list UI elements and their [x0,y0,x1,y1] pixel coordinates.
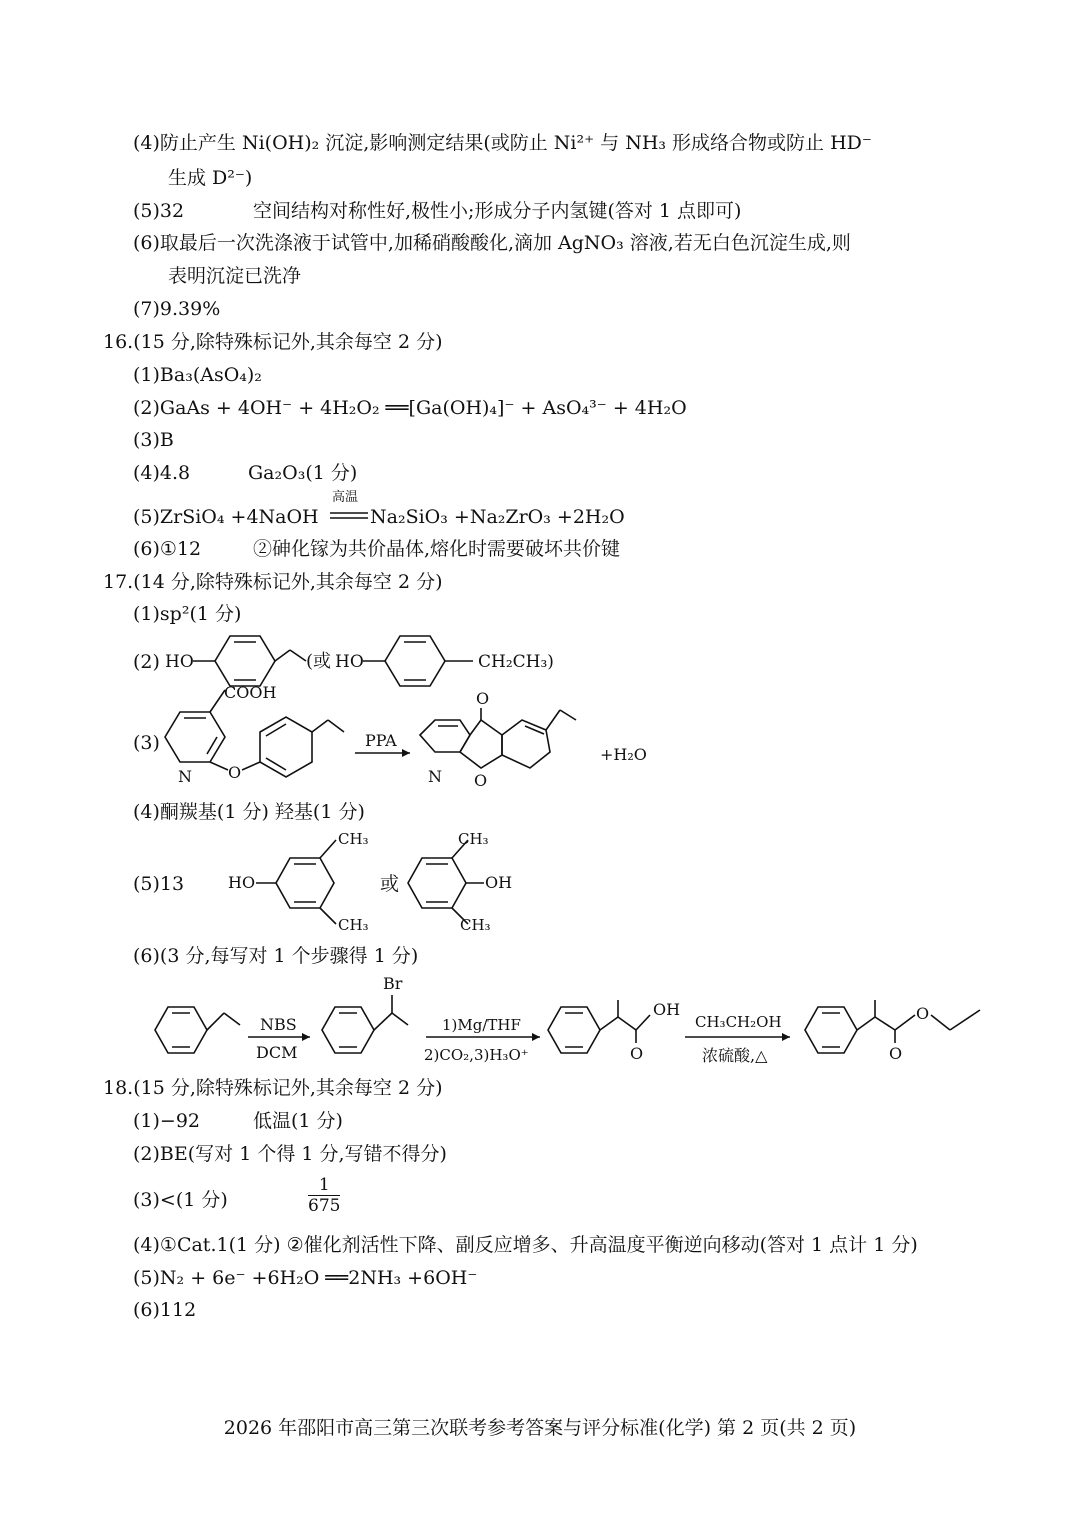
q17-answer-5-number: (5)13 [133,873,185,895]
q17-answer-5-structures [228,828,528,936]
hydroxyl-label-2: HO [335,652,364,672]
q17-answer-1: (1)sp²(1 分) [133,603,242,625]
ester-carbonyl-oxygen: O [889,1044,903,1063]
q16-answer-4-text: Ga₂O₃(1 分) [248,462,358,484]
q17-answer-6-synthesis-route [150,975,990,1070]
q18-answer-6: (6)112 [133,1299,197,1321]
q18-answer-5: (5)N₂ + 6e⁻ +6H₂O ══2NH₃ +6OH⁻ [133,1267,478,1289]
q15-answer-4-line2: 生成 D²⁻) [168,167,253,189]
carboxylation-step: 2)CO₂,3)H₃O⁺ [424,1046,529,1064]
fraction-denominator: 675 [308,1196,341,1216]
ester-oxygen: O [916,1004,930,1023]
q18-header: 18.(15 分,除特殊标记外,其余每空 2 分) [103,1077,443,1099]
hydroxyl-label: HO [228,873,256,892]
q17-answer-4: (4)酮羰基(1 分) 羟基(1 分) [133,801,365,823]
q18-answer-4: (4)①Cat.1(1 分) ②催化剂活性下降、副反应增多、升高温度平衡逆向移动(答对 1 点计 1 分) [133,1234,918,1256]
alternative-label: 或 [380,873,400,895]
pyridine-nitrogen: N [178,767,192,786]
q15-answer-6-line2: 表明沉淀已洗净 [168,265,302,287]
q18-answer-1-text: 低温(1 分) [253,1110,343,1132]
q17-answer-3-label: (3) [133,732,160,754]
methyl-label-b: CH₃ [338,916,369,934]
q18-answer-2: (2)BE(写对 1 个得 1 分,写错不得分) [133,1143,447,1165]
methyl-label-d: CH₃ [460,916,491,934]
carboxyl-label: COOH [224,683,277,702]
q16-answer-5-products: Na₂SiO₃ +Na₂ZrO₃ +2H₂O [370,506,625,528]
methyl-label-c: CH₃ [458,830,489,848]
q15-answer-5-number: (5)32 [133,200,185,222]
grignard-step: 1)Mg/THF [442,1016,521,1034]
methyl-label-a: CH₃ [338,830,369,848]
acid-catalyst: 浓硫酸,△ [702,1046,768,1065]
benzene-ring-2 [385,636,445,686]
q18-answer-3-fraction [308,1175,340,1216]
ppa-reagent: PPA [365,731,397,750]
hydroxyl-label: HO [165,652,194,672]
benzene-ring [215,636,275,686]
q18-answer-1-number: (1)−92 [133,1110,201,1132]
fraction-numerator: 1 [308,1175,340,1196]
q16-answer-5-equals-sign [330,510,370,520]
acid-carbonyl-oxygen: O [630,1044,644,1063]
bromine-label: Br [383,974,403,993]
page-footer: 2026 年邵阳市高三第三次联考参考答案与评分标准(化学) 第 2 页(共 2 页) [223,1417,857,1439]
q15-answer-5-text: 空间结构对称性好,极性小;形成分子内氢键(答对 1 点即可) [253,200,742,222]
q17-answer-2-label: (2) [133,651,160,673]
ketone-oxygen: O [476,689,490,708]
q18-answer-3-number: (3)<(1 分) [133,1189,228,1211]
alternative-label: (或 [306,651,332,672]
q17-header: 17.(14 分,除特殊标记外,其余每空 2 分) [103,571,443,593]
ring-oxygen: O [474,771,488,790]
ether-oxygen: O [228,763,242,782]
q16-answer-2: (2)GaAs + 4OH⁻ + 4H₂O₂ ══[Ga(OH)₄]⁻ + AsO₄³⁻ + 4H₂O [133,397,687,419]
q15-answer-7: (7)9.39% [133,298,221,320]
q16-answer-6-text: ②砷化镓为共价晶体,熔化时需要破坏共价键 [253,538,621,560]
ethyl-label: CH₂CH₃) [478,652,554,672]
nbs-reagent: NBS [260,1015,297,1034]
q17-answer-6: (6)(3 分,每写对 1 个步骤得 1 分) [133,945,419,967]
q16-answer-5-reactants: (5)ZrSiO₄ +4NaOH [133,506,319,528]
dcm-solvent: DCM [256,1043,298,1062]
q15-answer-6-line1: (6)取最后一次洗涤液于试管中,加稀硝酸酸化,滴加 AgNO₃ 溶液,若无白色沉淀生成,则 [133,232,851,254]
q17-answer-3-reaction [160,683,660,795]
ethanol-reagent: CH₃CH₂OH [695,1013,782,1031]
hydroxyl-label-2: OH [485,873,513,892]
acid-hydroxyl: OH [653,1000,681,1019]
q17-answer-2-structures [160,630,580,690]
product-nitrogen: N [428,767,442,786]
q16-header: 16.(15 分,除特殊标记外,其余每空 2 分) [103,331,443,353]
q16-answer-5-condition: 高温 [332,490,359,505]
water-byproduct: +H₂O [600,745,647,764]
q16-answer-3: (3)B [133,429,174,451]
q15-answer-4-line1: (4)防止产生 Ni(OH)₂ 沉淀,影响测定结果(或防止 Ni²⁺ 与 NH₃ 形成络合物或防止 HD⁻ [133,132,872,154]
q16-answer-4-number: (4)4.8 [133,462,191,484]
q16-answer-6-number: (6)①12 [133,538,202,560]
q16-answer-1: (1)Ba₃(AsO₄)₂ [133,364,262,386]
